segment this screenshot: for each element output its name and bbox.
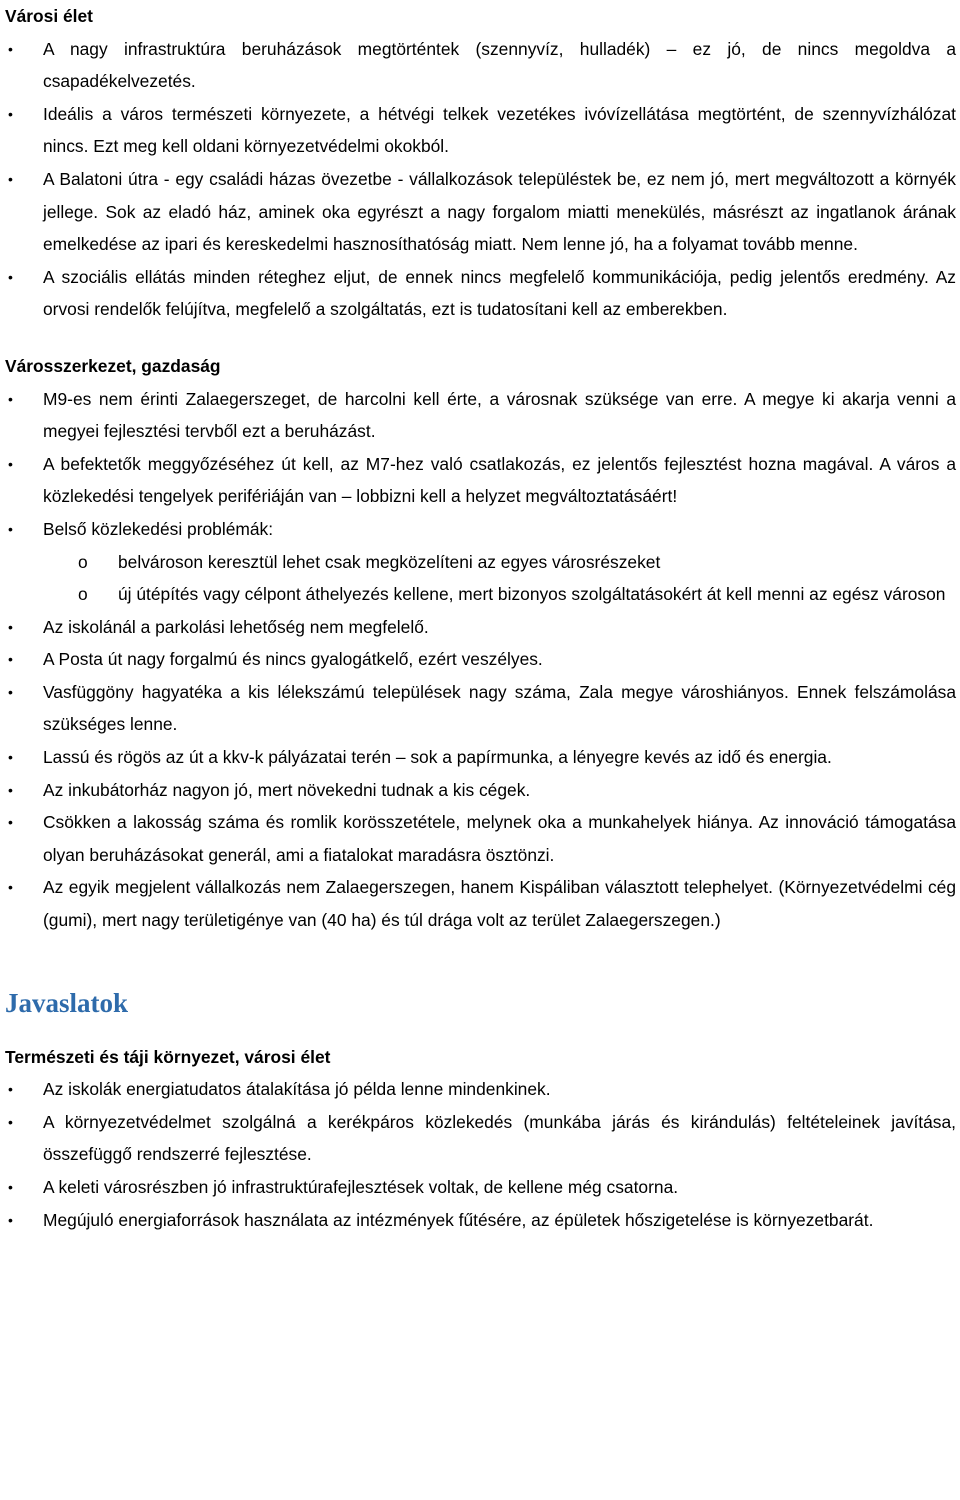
varosszerkezet-list-cont	[5, 611, 956, 937]
list-item: • Vasfüggöny hagyatéka a kis lélekszámú települések nagy száma, Zala megye városhiányos. Ennek felszámolása szükséges lenne.	[5, 676, 956, 741]
circle-bullet-icon: o	[78, 584, 88, 605]
list-item: • A környezetvédelmet szolgálná a kerékpáros közlekedés (munkába járás és kirándulás) feltételeinek javítása, összefüggő rendszerré fejlesztése.	[5, 1106, 956, 1171]
section-heading-varosi-elet: Városi élet	[5, 6, 93, 26]
varosszerkezet-list	[5, 383, 956, 546]
bullet-icon: •	[8, 105, 13, 122]
kozlekedesi-problemak-sublist	[5, 546, 956, 611]
list-item: • A befektetők meggyőzéséhez út kell, az M7-hez való csatlakozás, ez jelentős fejlesztést hozna magával. A város a közlekedési tengelyek perifériáján van – lobbizni kell a helyzet megváltoztatásáért!	[5, 448, 956, 513]
section-heading-termeszeti: Természeti és táji környezet, városi élet	[5, 1046, 331, 1067]
bullet-icon: •	[8, 455, 13, 472]
bullet-icon: •	[8, 1081, 13, 1098]
bullet-icon: •	[8, 749, 13, 766]
list-item: • A nagy infrastruktúra beruházások megtörténtek (szennyvíz, hulladék) – ez jó, de nincs megoldva a csapadékelvezetés.	[5, 33, 956, 98]
varosi-elet-list	[5, 33, 956, 326]
list-item: • Ideális a város természeti környezete, a hétvégi telkek vezetékes ivóvízellátása megtörtént, de szennyvízhálózat nincs. Ezt meg kell oldani környezetvédelmi okokból.	[5, 98, 956, 163]
circle-bullet-icon: o	[78, 551, 88, 572]
list-item: • Belső közlekedési problémák:	[5, 513, 956, 546]
list-item: • A Posta út nagy forgalmú és nincs gyalogátkelő, ezért veszélyes.	[5, 643, 956, 676]
list-item: • Megújuló energiaforrások használata az intézmények fűtésére, az épületek hőszigetelése is környezetbarát.	[5, 1204, 956, 1237]
bullet-icon: •	[8, 390, 13, 407]
list-item: • Az iskolánál a parkolási lehetőség nem megfelelő.	[5, 611, 956, 644]
list-item: • Csökken a lakosság száma és romlik korösszetétele, melynek oka a munkahelyek hiánya. Az innováció támogatása olyan beruházásokat generál, ami a fiatalokat maradásra ösztönzi.	[5, 806, 956, 871]
bullet-icon: •	[8, 170, 13, 187]
bullet-icon: •	[8, 651, 13, 668]
bullet-icon: •	[8, 520, 13, 537]
termeszeti-list	[5, 1073, 956, 1236]
bullet-icon: •	[8, 1179, 13, 1195]
list-item: • A keleti városrészben jó infrastruktúrafejlesztések voltak, de kellene még csatorna.	[5, 1171, 956, 1204]
list-item: • Lassú és rögös az út a kkv-k pályázatai terén – sok a papírmunka, a lényegre kevés az idő és energia.	[5, 741, 956, 774]
chapter-title-javaslatok: Javaslatok	[5, 987, 129, 1018]
sub-list-item: o új útépítés vagy célpont áthelyezés kellene, mert bizonyos szolgáltatásokért át kell menni az egész városon	[5, 578, 956, 611]
bullet-icon: •	[8, 683, 13, 700]
sub-list-item: o belvároson keresztül lehet csak megközelíteni az egyes városrészeket	[5, 546, 956, 579]
bullet-icon: •	[8, 879, 13, 896]
bullet-icon: •	[8, 268, 13, 285]
list-item: • Az iskolák energiatudatos átalakítása jó példa lenne mindenkinek.	[5, 1073, 956, 1106]
list-item: • Az inkubátorház nagyon jó, mert növekedni tudnak a kis cégek.	[5, 774, 956, 807]
bullet-icon: •	[8, 618, 13, 635]
list-item: • Az egyik megjelent vállalkozás nem Zalaegerszegen, hanem Kispáliban választott telephelyet. (Környezetvédelmi cég (gumi), mert nagy területigénye van (40 ha) és túl drága volt az terület Zalaegerszegen.)	[5, 871, 956, 936]
list-item: • A Balatoni útra - egy családi házas övezetbe - vállalkozások településtek be, ez nem jó, mert megváltozott a környék jellege. Sok az eladó ház, aminek oka egyrészt a nagy forgalom miatti menekülés, másrészt az ingatlanok árának emelkedése az ipari és kereskedelmi hasznosíthatóság miatt. Nem lenne jó, ha a folyamat tovább menne.	[5, 163, 956, 261]
bullet-icon: •	[8, 1113, 13, 1130]
bullet-icon: •	[8, 781, 13, 798]
bullet-icon: •	[8, 814, 13, 831]
section-heading-varosszerkezet: Városszerkezet, gazdaság	[5, 355, 221, 376]
list-item: • A szociális ellátás minden réteghez eljut, de ennek nincs megfelelő kommunikációja, pedig jelentős eredmény. Az orvosi rendelők felújítva, megfelelő a szolgáltatás, ezt is tudatosítani kell az emberekben.	[5, 261, 956, 326]
list-item: • M9-es nem érinti Zalaegerszeget, de harcolni kell érte, a városnak szüksége van erre. A megye ki akarja venni a megyei fejlesztési tervből ezt a beruházást.	[5, 383, 956, 448]
bullet-icon: •	[8, 1211, 13, 1228]
bullet-icon: •	[8, 40, 13, 57]
